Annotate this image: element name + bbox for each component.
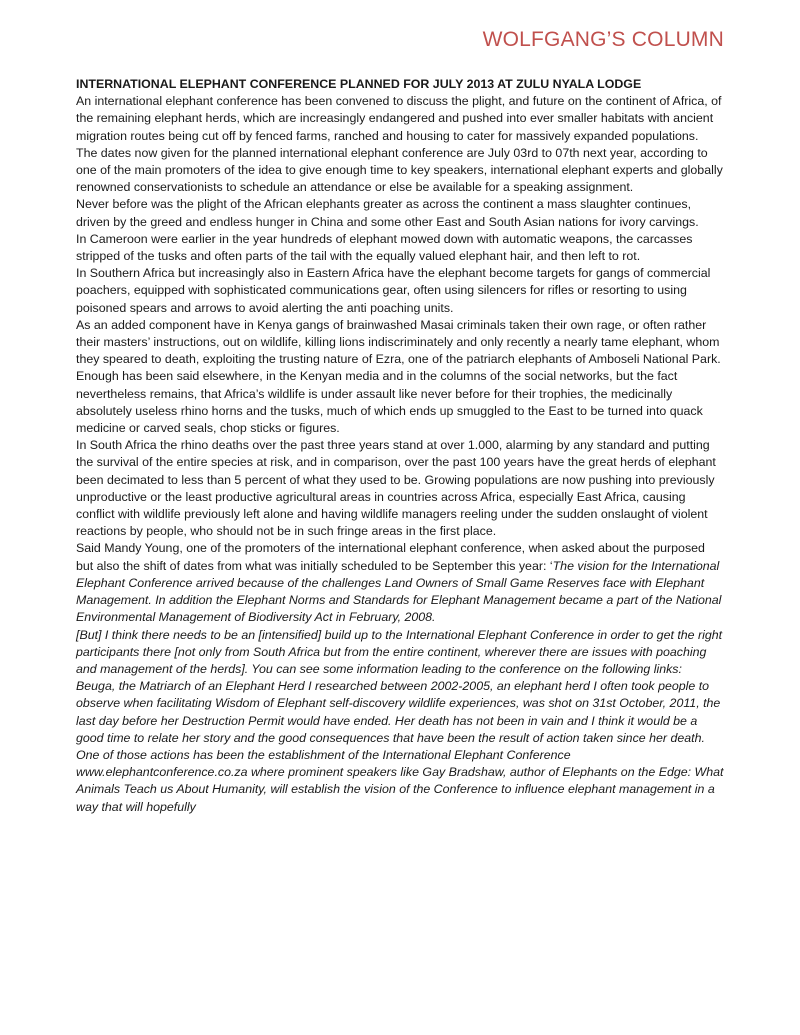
paragraph: In Southern Africa but increasingly also in Eastern Africa have the elephant become targets for gangs of commercial poachers, equipped with sophisticated communications gear, often using silencers for rifles or resorting to using poisoned spears and arrows to avoid alerting the anti poaching units. xyxy=(76,266,711,315)
paragraph: Never before was the plight of the African elephants greater as across the continent a mass slaughter continues, driven by the greed and endless hunger in China and some other East and South Asian nations for ivory carvings. xyxy=(76,197,699,229)
article xyxy=(76,76,724,816)
quote-paragraph xyxy=(76,540,724,626)
paragraph: In South Africa the rhino deaths over the past three years stand at over 1.000, alarming by any standard and putting the survival of the entire species at risk, and in comparison, over the past 100 years have the great herds of elephant been decimated to less than 5 percent of what they used to be. Growing populations are now pushing into previously unproductive or the least productive agricultural areas in countries across Africa, especially East Africa, causing conflict with wildlife previously left alone and having wildlife managers reeling under the sudden onslaught of violent reactions by people, who should not be in such fringe areas in the first place. xyxy=(76,438,716,539)
quote-text: The vision for the International Elephant Conference arrived because of the challenges Land Owners of Small Game Reserves face with Elephant Management. In addition the Elephant Norms and Standards for Elephant Management became a part of the National Environmental Management of Biodiversity Act in February, 2008. xyxy=(76,558,722,625)
paragraph: An international elephant conference has been convened to discuss the plight, and future on the continent of Africa, of the remaining elephant herds, which are increasingly endangered and pushed into ever smaller habitats with ancient migration routes being cut off by fenced farms, ranched and housing to cater for massively expanded populations. xyxy=(76,94,722,143)
paragraph: In Cameroon were earlier in the year hundreds of elephant mowed down with automatic weapons, the carcasses stripped of the tusks and often parts of the tail with the equally valued elephant hair, and then left to rot. xyxy=(76,231,693,264)
paragraph: As an added component have in Kenya gangs of brainwashed Masai criminals taken their own rage, or often rather their masters’ instructions, out on wildlife, killing lions indiscriminately and only recently a nearly tame elephant, whom they speared to death, exploiting the trusting nature of Ezra, one of the patriarch elephants of Amboseli National Park. Enough has been said elsewhere, in the Kenyan media and in the columns of the social networks, but the fact nevertheless remains, that Africa’s wildlife is under assault like never before for their trophies, the medicinally absolutely useless rhino horns and the tusks, much of which ends up smuggled to the East to be turned into quack medicine or carved seals, chop sticks or figures. xyxy=(76,317,721,436)
quote-intro: Said Mandy Young, one of the promoters of the international elephant conference, when asked about the purposed but also the shift of dates from what was initially scheduled to be September this year: ‘ xyxy=(76,541,705,573)
paragraph: The dates now given for the planned international elephant conference are July 03rd to 07th next year, according to one of the main promoters of the idea to give enough time to key speakers, international elephant experts and globally renowned conservationists to schedule an attendance or else be available for a speaking assignment. xyxy=(76,145,723,195)
quote-paragraph-continued: [But] I think there needs to be an [intensified] build up to the International Elephant Conference in order to get the right participants there [not only from South Africa but from the entire continent, wherever there are issues with poaching and management of the herds]. You can see some information leading to the conference on the following links: Beuga, the Matriarch of an Elephant Herd I researched between 2002-2005, an elephant herd I often took people to observe when facilitating Wisdom of Elephant self-discovery wildlife experiences, was shot on 31st October, 2011, the last day before her Destruction Permit would have ended. Her death has not been in vain and I think it would be a good time to relate her story and the good consequences that have been the result of action taken since her death. One of those actions has been the establishment of the International Elephant Conference www.elephantconference.co.za where prominent speakers like Gay Bradshaw, author of Elephants on the Edge: What Animals Teach us About Humanity, will establish the vision of the Conference to influence elephant management in a way that will hopefully xyxy=(76,627,724,814)
article-headline: INTERNATIONAL ELEPHANT CONFERENCE PLANNED FOR JULY 2013 AT ZULU NYALA LODGE xyxy=(76,77,642,91)
column-title: WOLFGANG’S COLUMN xyxy=(482,28,724,51)
